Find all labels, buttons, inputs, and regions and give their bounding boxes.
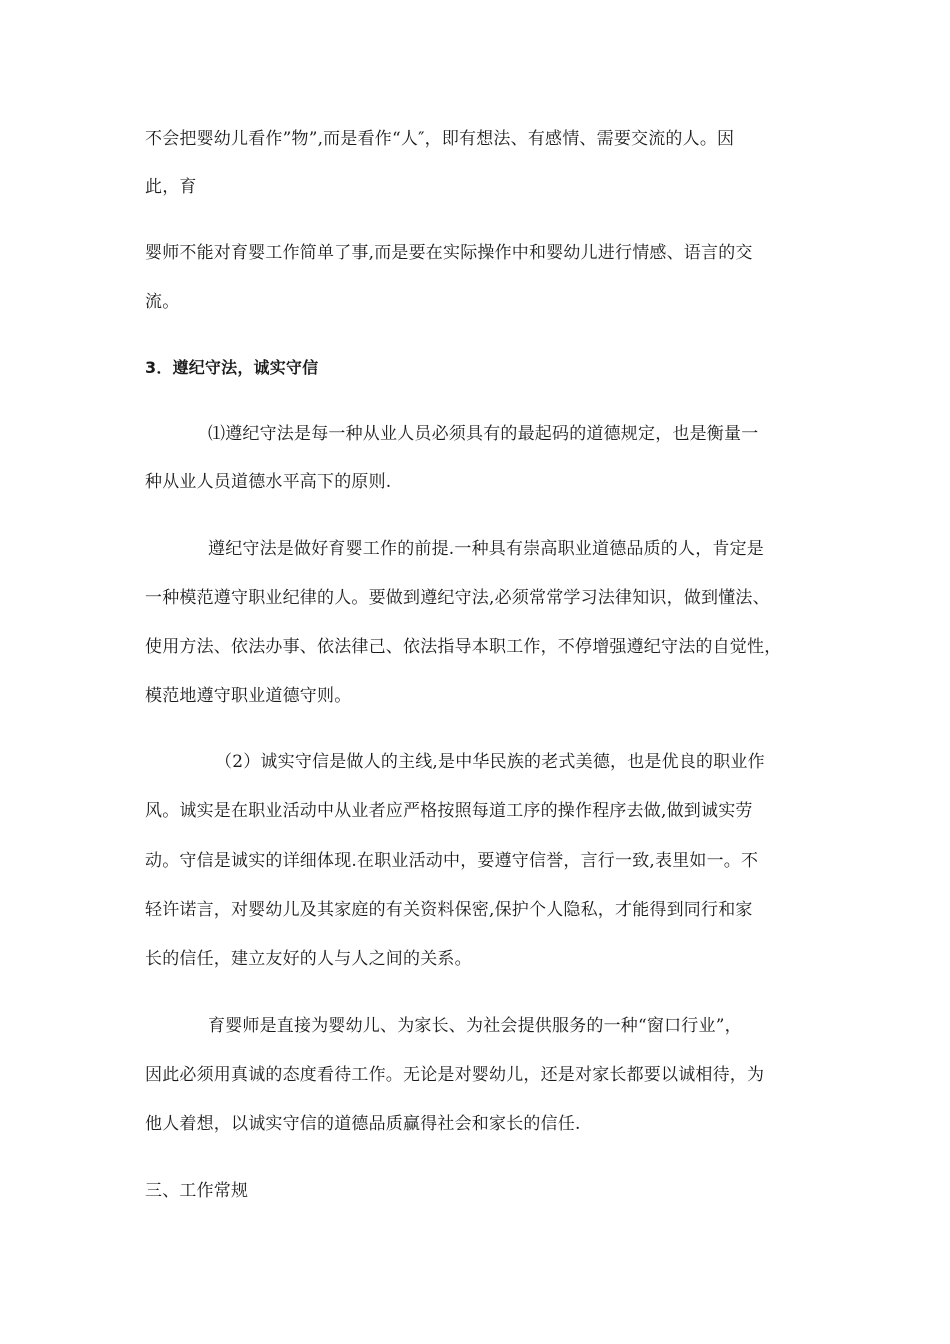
paragraph-line: 育婴师是直接为婴幼儿、为家长、为社会提供服务的一种“窗口行业”， (208, 1016, 742, 1036)
paragraph-line: （2）诚实守信是做人的主线,是中华民族的老式美德，也是优良的职业作 (215, 752, 765, 772)
section-heading: 3．遵纪守法，诚实守信 (145, 358, 319, 377)
paragraph-line: 一种模范遵守职业纪律的人。要做到遵纪守法,必须常常学习法律知识，做到懂法、 (145, 588, 770, 608)
paragraph-line: 此，育 (145, 177, 197, 197)
paragraph-line: 不会把婴幼儿看作”物”,而是看作“人″，即有想法、有感情、需要交流的人。因 (145, 129, 735, 149)
paragraph-line: 种从业人员道德水平高下的原则. (145, 472, 392, 492)
paragraph-line: 婴师不能对育婴工作简单了事,而是要在实际操作中和婴幼儿进行情感、语言的交 (145, 243, 753, 263)
paragraph-line: 因此必须用真诚的态度看待工作。无论是对婴幼儿，还是对家长都要以诚相待，为 (145, 1065, 765, 1085)
paragraph-line: 他人着想，以诚实守信的道德品质赢得社会和家长的信任. (145, 1114, 581, 1134)
paragraph-line: 风。诚实是在职业活动中从业者应严格按照每道工序的操作程序去做,做到诚实劳 (145, 801, 753, 821)
paragraph-line: 轻许诺言，对婴幼儿及其家庭的有关资料保密,保护个人隐私，才能得到同行和家 (145, 900, 753, 920)
paragraph-line: 动。守信是诚实的详细体现.在职业活动中，要遵守信誉，言行一致,表里如一。不 (145, 851, 759, 871)
paragraph-line: 使用方法、依法办事、依法律己、依法指导本职工作，不停增强遵纪守法的自觉性， (145, 637, 782, 657)
paragraph-line: 流。 (145, 292, 180, 312)
section-heading: 三、工作常规 (145, 1181, 249, 1201)
paragraph-line: ⑴遵纪守法是每一种从业人员必须具有的最起码的道德规定，也是衡量一 (208, 424, 759, 444)
paragraph-line: 模范地遵守职业道德守则。 (145, 686, 352, 706)
paragraph-line: 遵纪守法是做好育婴工作的前提.一种具有崇高职业道德品质的人，肯定是 (208, 539, 765, 559)
paragraph-line: 长的信任，建立友好的人与人之间的关系。 (145, 949, 472, 969)
